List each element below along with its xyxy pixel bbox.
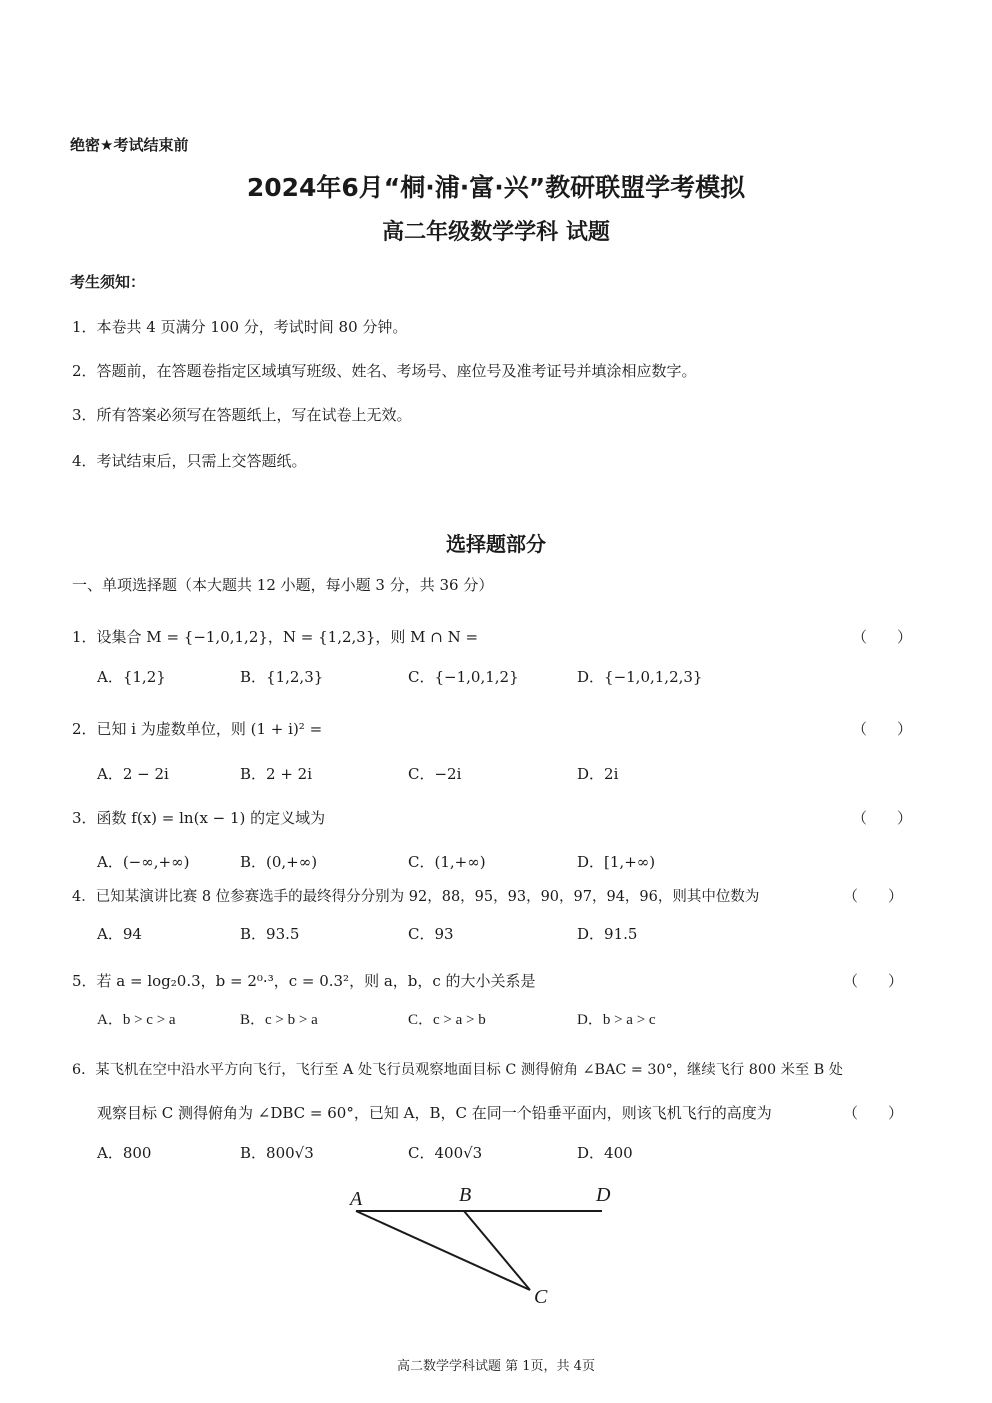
question-6-stem-continued: 观察目标 C 测得俯角为 ∠DBC = 60°，已知 A，B，C 在同一个铅垂平面内，则该飞机飞行的高度为	[97, 1104, 772, 1122]
section-title: 选择题部分	[446, 532, 546, 556]
question-3-option-d: D．[1,+∞)	[577, 853, 656, 871]
question-6-option-b: B．800√3	[240, 1144, 314, 1162]
question-5-option-b: B．c > b > a	[240, 1012, 318, 1028]
question-2-option-b: B．2 + 2i	[240, 765, 313, 783]
question-5-option-a: A．b > c > a	[97, 1012, 176, 1028]
question-2-option-d: D．2i	[577, 765, 619, 783]
answer-paren: （ ）	[852, 720, 913, 738]
question-5-option-d: D．b > a > c	[577, 1012, 656, 1028]
question-1-option-c: C．{−1,0,1,2}	[408, 668, 519, 686]
notice-item: 4．考试结束后，只需上交答题纸。	[72, 452, 307, 470]
question-2-option-a: A．2 − 2i	[97, 765, 169, 783]
question-4-option-d: D．91.5	[577, 925, 638, 943]
question-2-stem: 2．已知 i 为虚数单位，则 (1 + i)² =	[72, 720, 323, 738]
question-1-stem: 1．设集合 M = {−1,0,1,2}，N = {1,2,3}，则 M ∩ N =	[72, 628, 479, 646]
exam-subtitle: 高二年级数学学科 试题	[382, 220, 610, 245]
part-title: 一、单项选择题（本大题共 12 小题，每小题 3 分，共 36 分）	[72, 576, 494, 594]
label-c: C	[534, 1286, 548, 1308]
answer-paren: （ ）	[843, 972, 904, 990]
question-3-option-a: A．(−∞,+∞)	[97, 853, 190, 871]
question-6-option-d: D．400	[577, 1144, 633, 1162]
answer-paren: （ ）	[852, 809, 913, 827]
label-d: D	[596, 1184, 611, 1206]
question-1-option-d: D．{−1,0,1,2,3}	[577, 668, 703, 686]
question-2-option-c: C．−2i	[408, 765, 462, 783]
question-6-option-a: A．800	[97, 1144, 152, 1162]
exam-title: 2024年6月“桐·浦·富·兴”教研联盟学考模拟	[246, 173, 746, 202]
line-ac	[356, 1211, 530, 1290]
answer-paren: （ ）	[843, 1104, 904, 1122]
notice-item: 3．所有答案必须写在答题纸上，写在试卷上无效。	[72, 406, 412, 424]
triangle-figure	[340, 1178, 640, 1313]
notice-item: 1．本卷共 4 页满分 100 分，考试时间 80 分钟。	[72, 318, 408, 336]
answer-paren: （ ）	[852, 628, 913, 646]
page-footer: 高二数学学科试题 第 1页，共 4页	[397, 1359, 595, 1374]
question-4-option-b: B．93.5	[240, 925, 300, 943]
label-b: B	[459, 1184, 472, 1206]
answer-paren: （ ）	[843, 887, 904, 905]
question-6-option-c: C．400√3	[408, 1144, 483, 1162]
question-5-option-c: C．c > a > b	[408, 1012, 486, 1028]
question-4-stem: 4．已知某演讲比赛 8 位参赛选手的最终得分分别为 92，88，95，93，90，97，94，96，则其中位数为	[72, 889, 760, 905]
confidential-label: 绝密★考试结束前	[70, 136, 189, 154]
label-a: A	[350, 1188, 363, 1210]
question-6-stem: 6．某飞机在空中沿水平方向飞行，飞行至 A 处飞行员观察地面目标 C 测得俯角 ∠BAC = 30°，继续飞行 800 米至 B 处	[72, 1062, 844, 1078]
question-3-option-c: C．(1,+∞)	[408, 853, 486, 871]
line-bc	[464, 1211, 530, 1290]
notice-heading: 考生须知：	[70, 273, 146, 291]
question-4-option-a: A．94	[97, 925, 142, 943]
question-5-stem: 5．若 a = log₂0.3，b = 2⁰·³，c = 0.3²，则 a，b，c 的大小关系是	[72, 972, 536, 990]
notice-item: 2．答题前，在答题卷指定区域填写班级、姓名、考场号、座位号及准考证号并填涂相应数字。	[72, 362, 697, 380]
question-4-option-c: C．93	[408, 925, 454, 943]
question-1-option-b: B．{1,2,3}	[240, 668, 324, 686]
question-1-option-a: A．{1,2}	[97, 668, 166, 686]
question-3-option-b: B．(0,+∞)	[240, 853, 318, 871]
question-3-stem: 3．函数 f(x) = ln(x − 1) 的定义域为	[72, 809, 326, 827]
